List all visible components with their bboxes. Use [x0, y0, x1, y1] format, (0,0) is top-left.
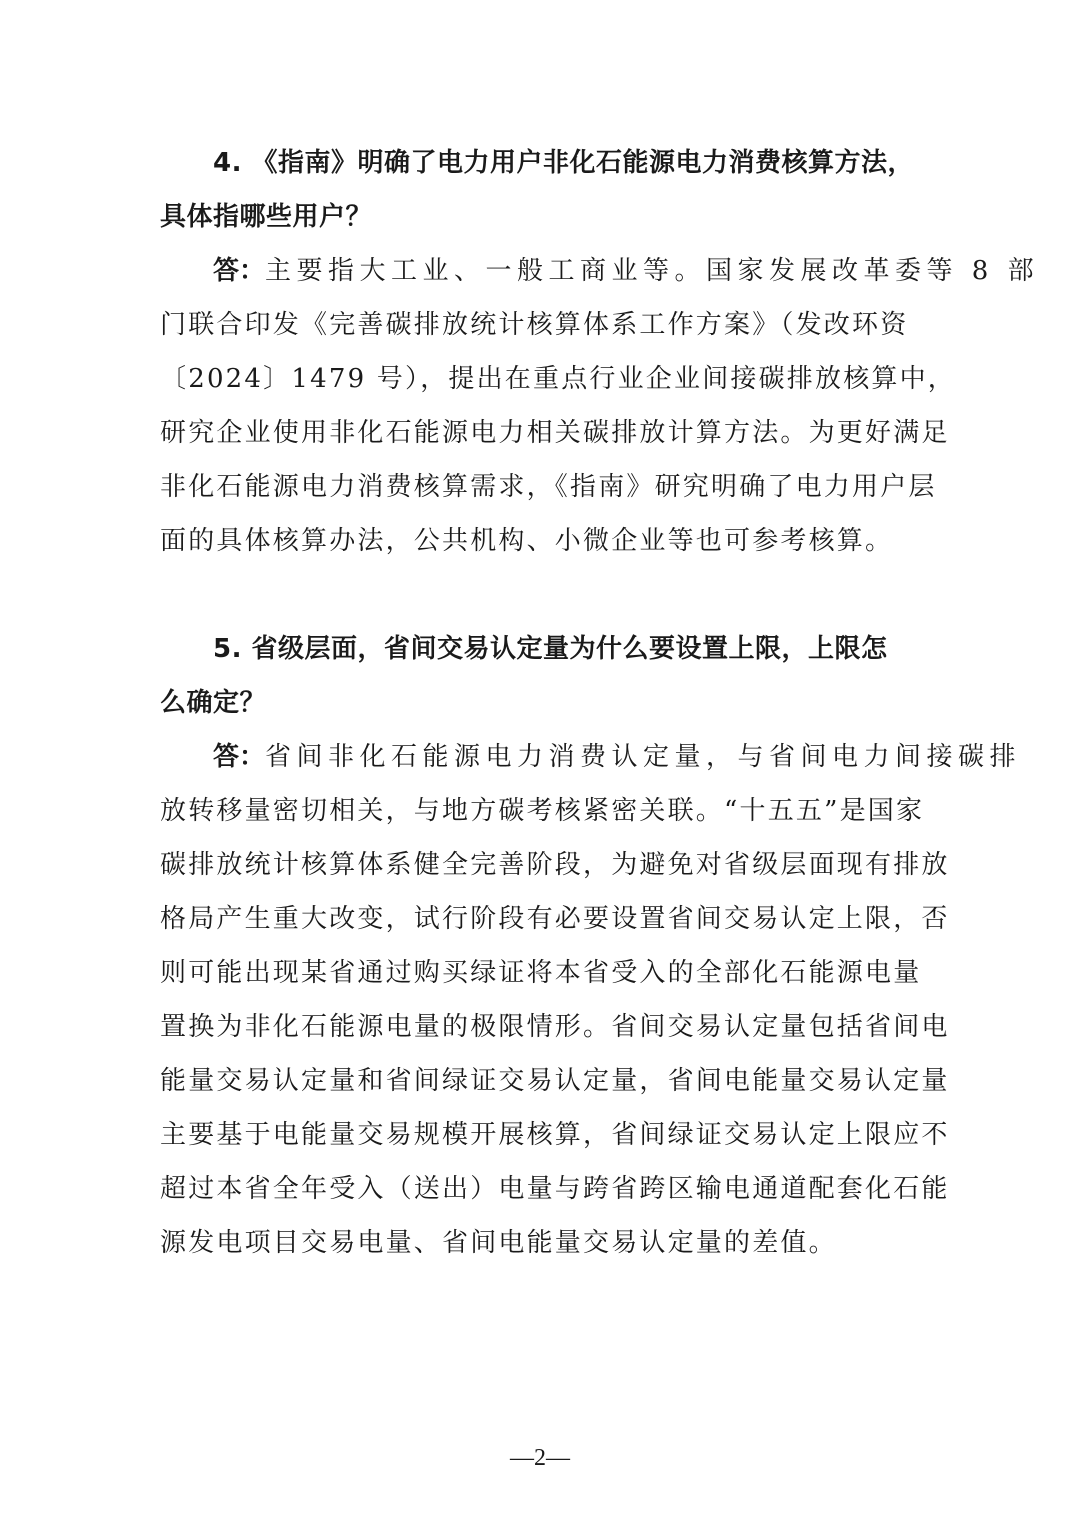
answer-5-line-2: 放转移量密切相关，与地方碳考核紧密关联。“十五五”是国家 — [160, 796, 925, 826]
answer-4-line-5: 非化石能源电力消费核算需求，《指南》研究明确了电力用户层 — [160, 472, 937, 502]
answer-5-line-6: 置换为非化石能源电量的极限情形。省间交易认定量包括省间电 — [160, 1012, 950, 1042]
answer-5-text-1: 省间非化石能源电力消费认定量，与省间电力间接碳排 — [265, 742, 1022, 772]
answer-4-line-2: 门联合印发《完善碳排放统计核算体系工作方案》（发改环资 — [160, 310, 909, 340]
answer-5-line-1 — [213, 730, 1022, 784]
answer-5-line-3: 碳排放统计核算体系健全完善阶段，为避免对省级层面现有排放 — [160, 850, 950, 880]
answer-4-line-6: 面的具体核算办法，公共机构、小微企业等也可参考核算。 — [160, 526, 894, 556]
answer-5-line-8: 主要基于电能量交易规模开展核算，省间绿证交易认定上限应不 — [160, 1120, 950, 1150]
answer-4-line-4: 研究企业使用非化石能源电力相关碳排放计算方法。为更好满足 — [160, 418, 950, 448]
answer-5-line-4: 格局产生重大改变，试行阶段有必要设置省间交易认定上限，否 — [160, 904, 950, 934]
question-4-line-2: 具体指哪些用户？ — [160, 202, 373, 232]
question-5-line-1: 5. 省级层面，省间交易认定量为什么要设置上限，上限怎 — [213, 634, 888, 664]
answer-label: 答： — [213, 256, 266, 286]
answer-5-line-5: 则可能出现某省通过购买绿证将本省受入的全部化石能源电量 — [160, 958, 922, 988]
answer-5-line-10: 源发电项目交易电量、省间电能量交易认定量的差值。 — [160, 1228, 837, 1258]
answer-4-text-1: 主要指大工业、一般工商业等。国家发展改革委等 8 部 — [265, 256, 1040, 286]
answer-5-line-7: 能量交易认定量和省间绿证交易认定量，省间电能量交易认定量 — [160, 1066, 950, 1096]
answer-label: 答： — [213, 742, 266, 772]
answer-5-line-9: 超过本省全年受入（送出）电量与跨省跨区输电通道配套化石能 — [160, 1174, 950, 1204]
question-5-line-2: 么确定？ — [160, 688, 267, 718]
answer-4-line-3: 〔2024〕1479 号），提出在重点行业企业间接碳排放核算中， — [160, 364, 957, 394]
answer-4-line-1 — [213, 244, 1040, 298]
question-4-line-1: 4. 《指南》明确了电力用户非化石能源电力消费核算方法， — [213, 148, 915, 178]
page-number: —2— — [510, 1445, 570, 1471]
